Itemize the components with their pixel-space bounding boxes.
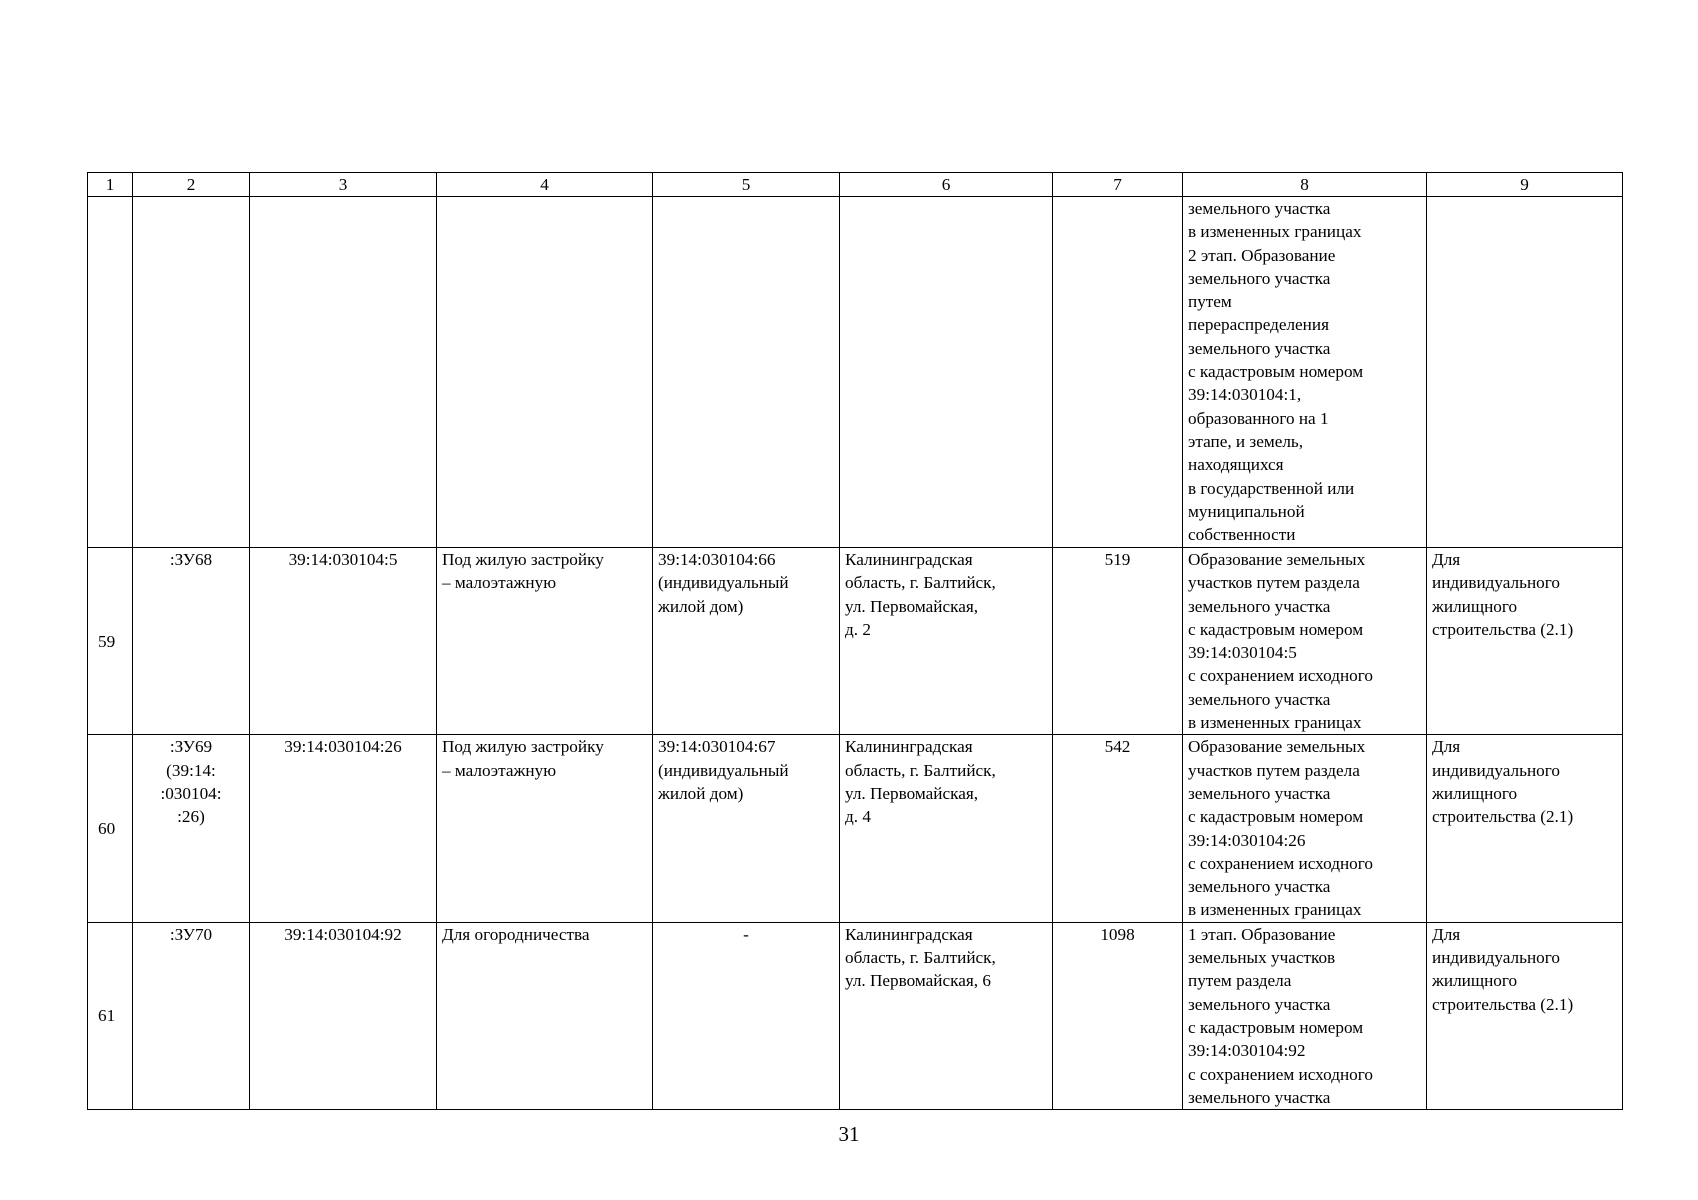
row-number-cell: 59 [88,548,133,735]
empty-cell [88,197,133,548]
row-number-cell: 60 [88,735,133,922]
table-row [88,922,1623,1109]
formation-method-cell: Образование земельных участков путем раздела земельного участка с кадастровым номером 39:14:030104:5 с сохранением исходного земельного участка в измененных границах [1183,548,1427,735]
land-plots-table [87,172,1623,1110]
row-number-cell: 61 [88,922,133,1109]
permitted-use-cell: Для огородничества [437,922,653,1109]
page-number: 31 [838,1122,860,1146]
building-cell: 39:14:030104:67 (индивидуальный жилой дом) [653,735,840,922]
empty-cell [840,197,1053,548]
column-header: 5 [653,173,840,197]
empty-cell [1053,197,1183,548]
plot-designation-cell: :ЗУ69 (39:14: :030104: :26) [133,735,250,922]
address-cell: Калининградская область, г. Балтийск, ул. Первомайская, 6 [840,922,1053,1109]
column-header: 2 [133,173,250,197]
table-row [88,548,1623,735]
plot-designation-cell: :ЗУ68 [133,548,250,735]
area-cell: 519 [1053,548,1183,735]
building-cell: 39:14:030104:66 (индивидуальный жилой дом) [653,548,840,735]
formation-method-cell: 1 этап. Образование земельных участков путем раздела земельного участка с кадастровым номером 39:14:030104:92 с сохранением исходного земельного участка [1183,922,1427,1109]
plot-designation-cell: :ЗУ70 [133,922,250,1109]
column-header: 1 [88,173,133,197]
empty-cell [1427,197,1623,548]
area-cell: 542 [1053,735,1183,922]
table-row [88,735,1623,922]
column-header: 7 [1053,173,1183,197]
permitted-use-cell: Под жилую застройку – малоэтажную [437,548,653,735]
formation-method-cell: земельного участка в измененных границах 2 этап. Образование земельного участка путем перераспределения земельного участка с кадастровым номером 39:14:030104:1, образованного на 1 этапе, и земель, находящихся в государственной или муниципальной собственности [1183,197,1427,548]
column-header: 4 [437,173,653,197]
empty-cell [653,197,840,548]
empty-cell [437,197,653,548]
continuation-row [88,197,1623,548]
empty-cell [133,197,250,548]
source-cadastral-cell: 39:14:030104:92 [250,922,437,1109]
address-cell: Калининградская область, г. Балтийск, ул. Первомайская, д. 4 [840,735,1053,922]
address-cell: Калининградская область, г. Балтийск, ул. Первомайская, д. 2 [840,548,1053,735]
column-header: 8 [1183,173,1427,197]
column-number-row [88,173,1623,197]
source-cadastral-cell: 39:14:030104:26 [250,735,437,922]
new-use-cell: Для индивидуального жилищного строительства (2.1) [1427,735,1623,922]
new-use-cell: Для индивидуального жилищного строительства (2.1) [1427,922,1623,1109]
column-header: 9 [1427,173,1623,197]
empty-cell [250,197,437,548]
building-cell: - [653,922,840,1109]
column-header: 3 [250,173,437,197]
permitted-use-cell: Под жилую застройку – малоэтажную [437,735,653,922]
formation-method-cell: Образование земельных участков путем раздела земельного участка с кадастровым номером 39:14:030104:26 с сохранением исходного земельного участка в измененных границах [1183,735,1427,922]
area-cell: 1098 [1053,922,1183,1109]
column-header: 6 [840,173,1053,197]
source-cadastral-cell: 39:14:030104:5 [250,548,437,735]
new-use-cell: Для индивидуального жилищного строительства (2.1) [1427,548,1623,735]
